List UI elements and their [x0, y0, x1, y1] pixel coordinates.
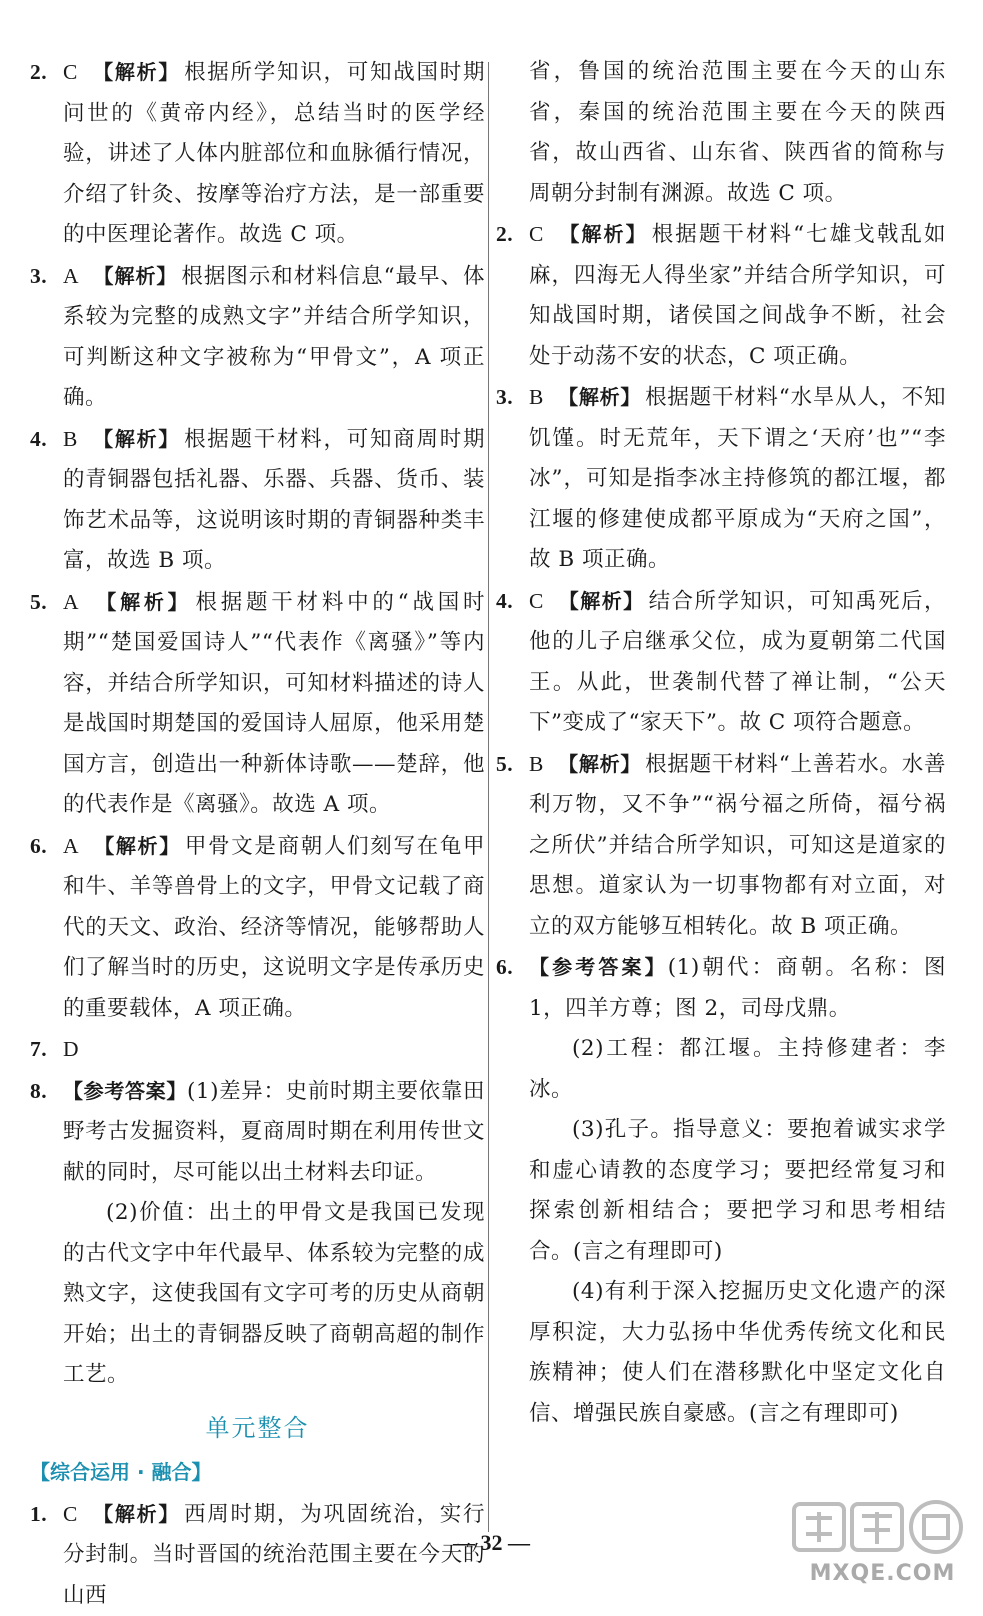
answer-item — [30, 52, 485, 256]
answer-paragraph: (4)有利于深入挖掘历史文化遗产的深厚积淀，大力弘扬中华优秀传统文化和民族精神；使人们在潜移默化中坚定文化自信、增强民族自豪感。(言之有理即可) — [529, 1272, 946, 1434]
answer-item — [30, 256, 485, 419]
analysis-tag: 【解析】 — [558, 222, 648, 246]
answer-choice: B — [529, 752, 544, 776]
answer-choice: D — [63, 1037, 79, 1061]
continued-text — [496, 52, 946, 214]
answer-choice: C — [529, 222, 544, 246]
analysis-text: 省，鲁国的统治范围主要在今天的山东省，秦国的统治范围主要在今天的陕西省，故山西省、山东省、陕西省的简称与周朝分封制有渊源。故选 C 项。 — [529, 59, 946, 206]
answer-choice: A — [63, 590, 79, 614]
sub-section-title: 【综合运用 · 融合】 — [30, 1454, 485, 1490]
analysis-text: 根据题干材料中的“战国时期”“楚国爱国诗人”“代表作《离骚》”等内容，并结合所学知识，可知材料描述的诗人是战国时期楚国的爱国诗人屈原，他采用楚国方言，创造出一种新体诗歌——楚辞，他的代表作是《离骚》。故选 A 项。 — [63, 590, 485, 818]
analysis-tag: 【解析】 — [92, 1502, 180, 1526]
answer-item — [30, 826, 485, 1030]
analysis-text: 根据题干材料，可知商周时期的青铜器包括礼器、乐器、兵器、货币、装饰艺术品等，这说明该时期的青铜器种类丰富，故选 B 项。 — [63, 427, 485, 574]
question-number: 2. — [30, 52, 47, 93]
answer-item — [30, 582, 485, 826]
analysis-tag: 【解析】 — [558, 385, 641, 409]
answer-paragraph: (2)价值：出土的甲骨文是我国已发现的古代文字中年代最早、体系较为完整的成熟文字，这使我国有文字可考的历史从商朝开始；出土的青铜器反映了商朝高超的制作工艺。 — [63, 1193, 485, 1396]
analysis-text: 结合所学知识，可知禹死后，他的儿子启继承父位，成为夏朝第二代国王。从此，世袭制代替了禅让制，“公天下”变成了“家天下”。故 C 项符合题意。 — [529, 589, 946, 736]
question-number: 7. — [30, 1029, 47, 1070]
answer-choice: B — [529, 385, 544, 409]
question-number: 5. — [496, 744, 513, 785]
analysis-text: 根据所学知识，可知战国时期问世的《黄帝内经》，总结当时的医学经验，讲述了人体内脏部位和血脉循行情况，介绍了针灸、按摩等治疗方法，是一部重要的中医理论著作。故选 C 项。 — [63, 60, 485, 247]
analysis-tag: 【解析】 — [558, 752, 641, 776]
answer-paragraph: (1)差异：史前时期主要依靠田野考古发掘资料，夏商周时期在利用传世文献的同时，尽可能以出土材料去印证。 — [63, 1079, 485, 1185]
answer-paragraph: (2)工程：都江堰。主持修建者：李冰。 — [529, 1029, 946, 1110]
page-number: — 32 — — [0, 1530, 983, 1556]
answer-choice: A — [63, 264, 79, 288]
question-number: 4. — [30, 419, 47, 460]
watermark-logo — [790, 1498, 975, 1590]
answer-paragraph: (1)朝代：商朝。名称：图 1，四羊方尊；图 2，司母戊鼎。 — [529, 955, 946, 1021]
column-divider — [488, 62, 489, 1532]
question-number: 3. — [30, 256, 47, 297]
answer-item — [30, 1071, 485, 1396]
answer-choice: A — [63, 834, 79, 858]
analysis-text: 西周时期，为巩固统治，实行分封制。当时晋国的统治范围主要在今天的山西 — [63, 1502, 485, 1608]
analysis-tag: 【解析】 — [92, 427, 180, 451]
question-number: 6. — [30, 826, 47, 867]
answer-circle-logo-icon — [790, 1498, 975, 1558]
left-column — [30, 52, 485, 1616]
right-column — [496, 52, 946, 1434]
analysis-tag: 【解析】 — [93, 264, 177, 288]
answer-paragraph: (3)孔子。指导意义：要抱着诚实求学和虚心请教的态度学习；要把经常复习和探索创新相结合；要把学习和思考相结合。(言之有理即可) — [529, 1110, 946, 1272]
reference-answer-tag: 【参考答案】 — [529, 955, 668, 979]
analysis-tag: 【解析】 — [93, 834, 181, 858]
answer-item — [496, 214, 946, 377]
answer-item — [496, 947, 946, 1434]
analysis-text: 甲骨文是商朝人们刻写在龟甲和牛、羊等兽骨上的文字，甲骨文记载了商代的天文、政治、经济等情况，能够帮助人们了解当时的历史，这说明文字是传承历史的重要载体，A 项正确。 — [63, 834, 485, 1021]
answer-item — [496, 581, 946, 744]
question-number: 1. — [30, 1494, 47, 1535]
question-number: 3. — [496, 377, 513, 418]
answer-choice: C — [529, 589, 544, 613]
watermark-text: MXQE.COM — [790, 1561, 975, 1586]
question-number: 5. — [30, 582, 47, 623]
analysis-text: 根据题干材料“上善若水。水善利万物，又不争”“祸兮福之所倚，福兮祸之所伏”并结合所学知识，可知这是道家的思想。道家认为一切事物都有对立面，对立的双方能够互相转化。故 B 项正确。 — [529, 752, 946, 939]
answer-choice: C — [63, 1502, 78, 1526]
analysis-tag: 【解析】 — [93, 590, 191, 614]
analysis-tag: 【解析】 — [92, 60, 180, 84]
question-number: 8. — [30, 1071, 47, 1112]
answer-item — [30, 1029, 485, 1071]
question-number: 6. — [496, 947, 513, 988]
question-number: 2. — [496, 214, 513, 255]
question-number: 4. — [496, 581, 513, 622]
answer-choice: B — [63, 427, 78, 451]
reference-answer-tag: 【参考答案】 — [63, 1079, 187, 1103]
answer-item — [30, 419, 485, 582]
analysis-text: 根据题干材料“七雄戈戟乱如麻，四海无人得坐家”并结合所学知识，可知战国时期，诸侯国之间战争不断，社会处于动荡不安的状态，C 项正确。 — [529, 222, 946, 369]
answer-item — [496, 377, 946, 581]
answer-choice: C — [63, 60, 78, 84]
analysis-tag: 【解析】 — [558, 589, 645, 613]
answer-item — [496, 744, 946, 948]
analysis-text: 根据图示和材料信息“最早、体系较为完整的成熟文字”并结合所学知识，可判断这种文字被称为“甲骨文”，A 项正确。 — [63, 264, 485, 411]
section-title: 单元整合 — [30, 1408, 485, 1448]
analysis-text: 根据题干材料“水旱从人，不知饥馑。时无荒年，天下谓之‘天府’也”“李冰”，可知是指李冰主持修筑的都江堰，都江堰的修建使成都平原成为“天府之国”，故 B 项正确。 — [529, 385, 946, 572]
